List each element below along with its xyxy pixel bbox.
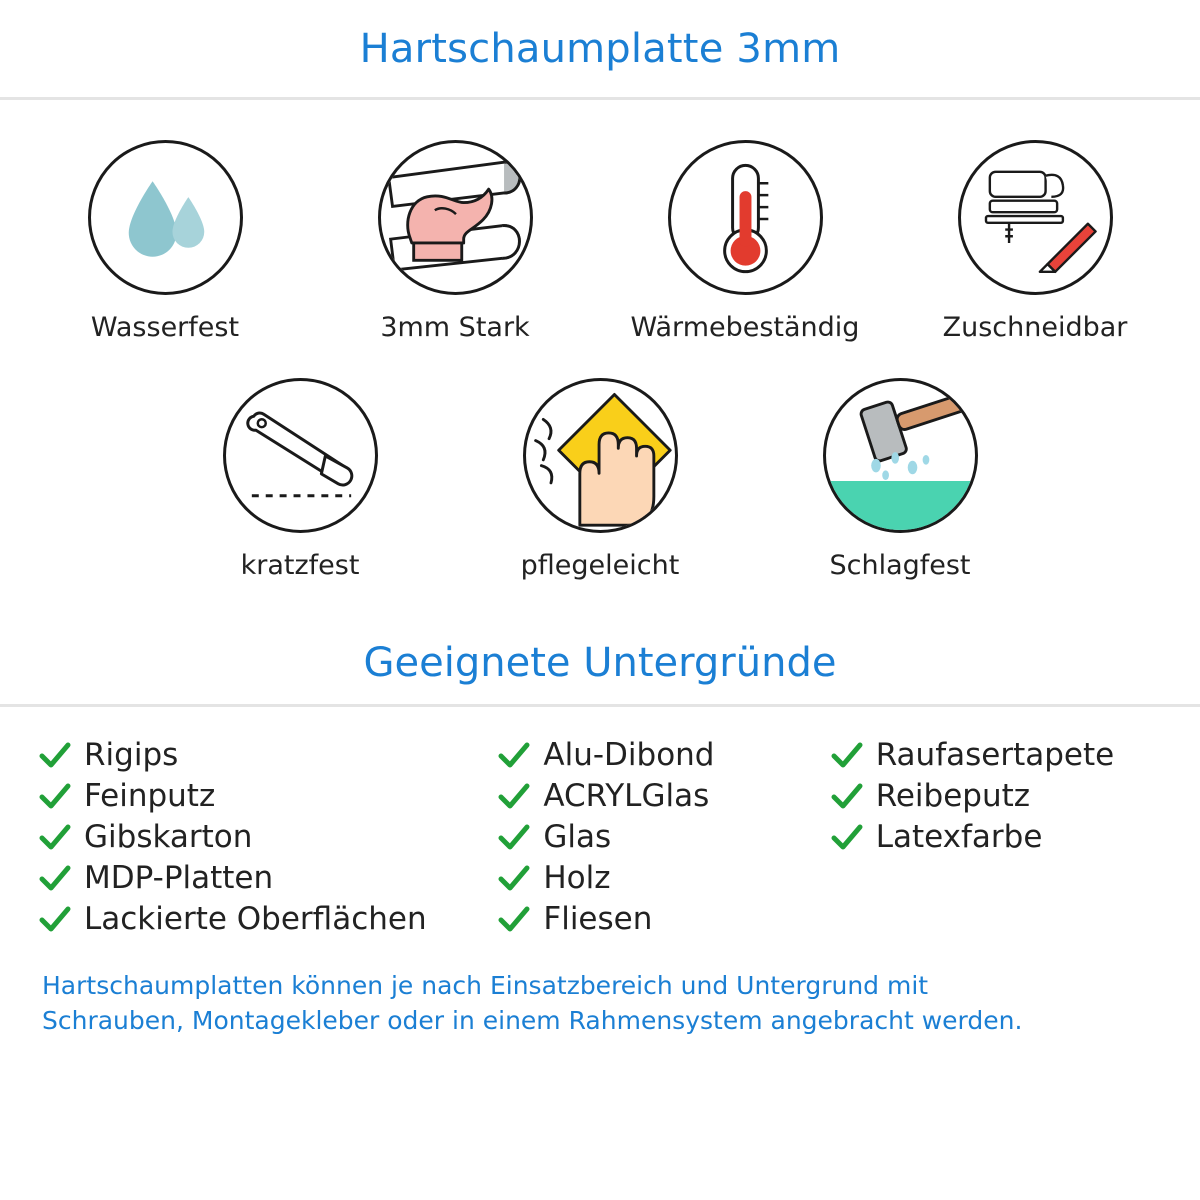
feature-label: pflegeleicht (520, 549, 680, 581)
check-icon (497, 739, 531, 773)
footer-note-line-2: Schrauben, Montagekleber oder in einem Rahmensystem angebracht werden. (42, 1006, 1023, 1036)
check-icon (497, 821, 531, 855)
feature-label: Schlagfest (829, 549, 971, 581)
substrate-label: Holz (543, 860, 611, 897)
check-icon (38, 903, 72, 937)
feature-pflegeleicht (450, 378, 750, 581)
check-icon (38, 862, 72, 896)
check-icon (830, 780, 864, 814)
thermometer-icon (668, 140, 823, 295)
check-icon (38, 821, 72, 855)
substrate-label: Raufasertapete (875, 737, 1115, 774)
hand-wipe-cloth-icon (523, 378, 678, 533)
feature-label: kratzfest (240, 549, 360, 581)
jigsaw-cutter-icon (958, 140, 1113, 295)
feature-row-1 (20, 140, 1180, 343)
substrate-label: Latexfarbe (875, 819, 1043, 856)
list-item (38, 899, 497, 940)
check-icon (497, 862, 531, 896)
substrate-label: Alu-Dibond (543, 737, 715, 774)
feature-row-2 (20, 378, 1180, 581)
list-item (497, 858, 829, 899)
feature-label: Wärmebeständig (630, 312, 860, 343)
list-item (38, 776, 497, 817)
substrate-label: Glas (543, 819, 612, 856)
list-item (830, 776, 1162, 817)
list-item (830, 735, 1162, 776)
substrate-column-1 (38, 735, 497, 940)
list-item (497, 776, 829, 817)
footer-note-line-1: Hartschaumplatten können je nach Einsatzbereich und Untergrund mit (42, 971, 929, 1001)
substrates-section-title: Geeignete Untergründe (0, 640, 1200, 707)
feature-zuschneidbar (890, 140, 1180, 343)
hammer-impact-icon (823, 378, 978, 533)
feature-wasserfest (20, 140, 310, 343)
substrate-label: ACRYLGlas (543, 778, 710, 815)
feature-section (0, 100, 1200, 580)
strong-arm-icon (378, 140, 533, 295)
page-title: Hartschaumplatte 3mm (359, 25, 841, 72)
check-icon (830, 821, 864, 855)
check-icon (830, 739, 864, 773)
substrate-label: Feinputz (84, 778, 216, 815)
substrate-label: Gibskarton (84, 819, 253, 856)
feature-kratzfest (150, 378, 450, 581)
footer-note (0, 968, 1200, 1038)
feature-schlagfest (750, 378, 1050, 581)
substrate-label: Fliesen (543, 901, 653, 938)
list-item (497, 735, 829, 776)
feature-label: Wasserfest (90, 312, 240, 343)
list-item (830, 817, 1162, 858)
substrate-column-2 (497, 735, 829, 940)
list-item (38, 735, 497, 776)
substrate-label: MDP-Platten (84, 860, 274, 897)
list-item (497, 899, 829, 940)
check-icon (38, 739, 72, 773)
list-item (497, 817, 829, 858)
check-icon (38, 780, 72, 814)
feature-label: 3mm Stark (380, 312, 530, 343)
substrate-label: Reibeputz (875, 778, 1031, 815)
page-header (0, 0, 1200, 100)
substrate-column-3 (830, 735, 1162, 940)
list-item (38, 858, 497, 899)
feature-label: Zuschneidbar (942, 312, 1128, 343)
list-item (38, 817, 497, 858)
feature-3mm-stark (310, 140, 600, 343)
check-icon (497, 903, 531, 937)
substrate-label: Lackierte Oberflächen (84, 901, 427, 938)
substrate-label: Rigips (84, 737, 179, 774)
feature-waermebestaendig (600, 140, 890, 343)
water-drops-icon (88, 140, 243, 295)
check-icon (497, 780, 531, 814)
substrates-list (0, 707, 1200, 940)
knife-scratch-icon (223, 378, 378, 533)
